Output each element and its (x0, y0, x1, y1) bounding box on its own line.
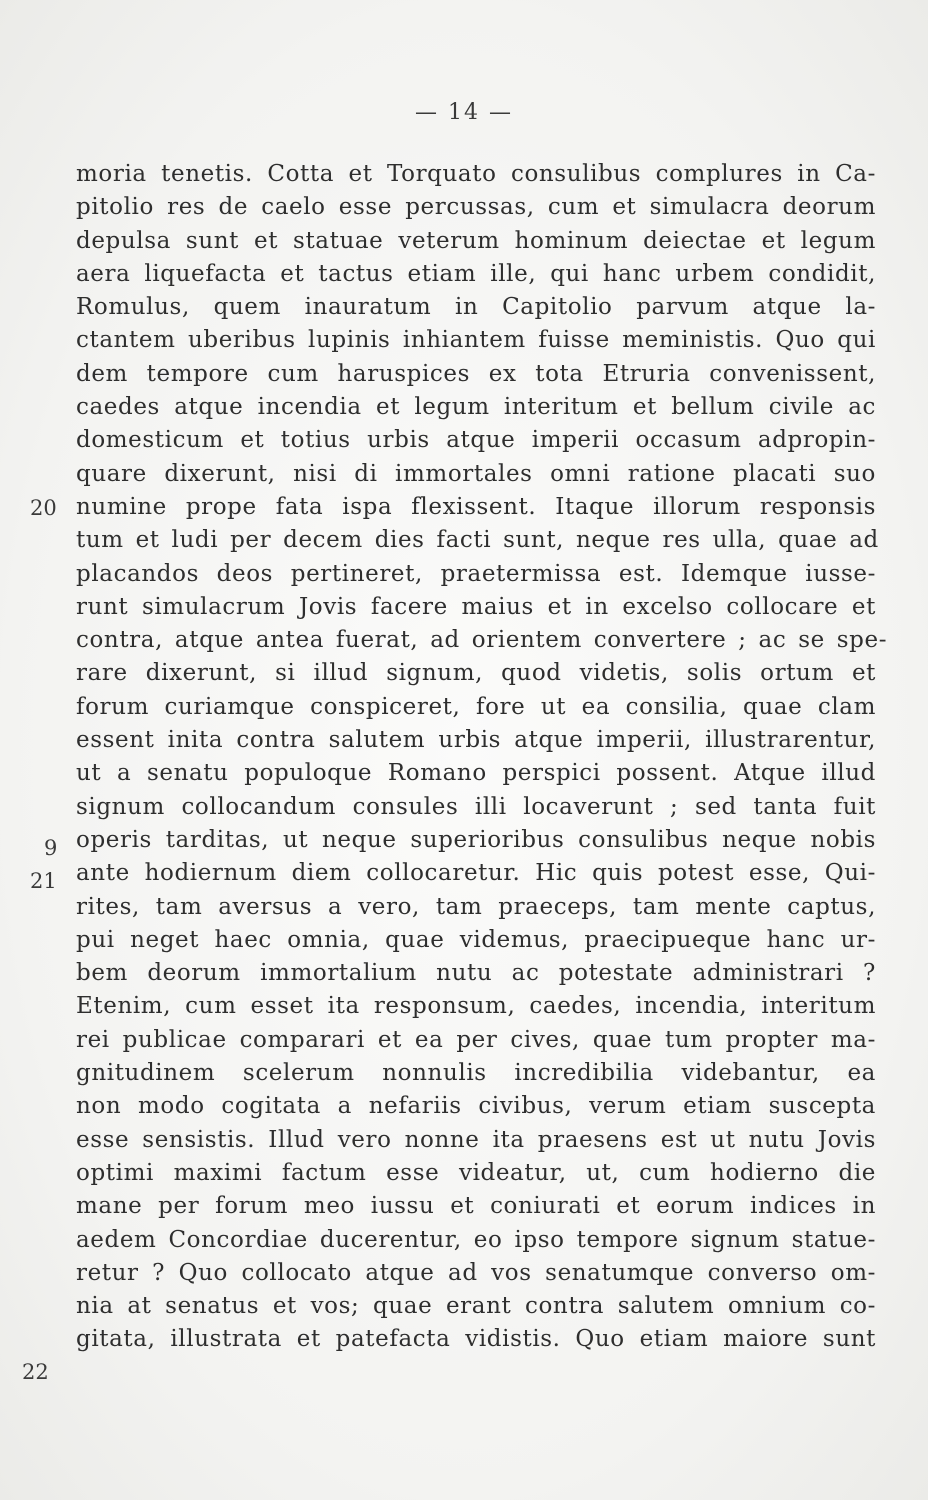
text-line: optimi maximi factum esse videatur, ut, cum hodierno die (76, 1159, 876, 1186)
text-line: Etenim, cum esset ita responsum, caedes, incendia, interitum (76, 993, 876, 1020)
text-line: tum et ludi per decem dies facti sunt, neque res ulla, quae ad (76, 527, 879, 554)
text-line: esse sensistis. Illud vero nonne ita praesens est ut nutu Jovis (76, 1126, 876, 1153)
text-line: quare dixerunt, nisi di immortales omni ratione placati suo (76, 460, 876, 487)
text-line: rites, tam aversus a vero, tam praeceps, tam mente captus, (76, 893, 876, 920)
text-line: essent inita contra salutem urbis atque imperii, illustrarentur, (76, 727, 876, 754)
text-line: operis tarditas, ut neque superioribus consulibus neque nobis (76, 826, 876, 853)
text-line: rare dixerunt, si illud signum, quod videtis, solis ortum et (76, 660, 876, 687)
page-number: — 14 — (415, 100, 513, 125)
text-line: moria tenetis. Cotta et Torquato consulibus complures in Ca- (76, 161, 876, 187)
text-line: aera liquefacta et tactus etiam ille, qui hanc urbem condidit, (76, 260, 876, 287)
text-line: retur ? Quo collocato atque ad vos senatumque converso om- (76, 1259, 876, 1286)
text-line: forum curiamque conspiceret, fore ut ea consilia, quae clam (76, 693, 876, 720)
text-line: gitata, illustrata et patefacta vidistis. Quo etiam maiore sunt (76, 1326, 876, 1353)
text-line: pui neget haec omnia, quae videmus, praecipueque hanc ur- (76, 926, 876, 953)
text-line: ante hodiernum diem collocaretur. Hic quis potest esse, Qui- (76, 860, 876, 887)
text-line: mane per forum meo iussu et coniurati et eorum indices in (76, 1193, 876, 1220)
text-line: caedes atque incendia et legum interitum et bellum civile ac (76, 394, 876, 421)
text-line: dem tempore cum haruspices ex tota Etruria convenissent, (76, 360, 876, 387)
margin-note-21: 21 (30, 869, 57, 893)
body-text (76, 158, 888, 1357)
text-line: placandos deos pertineret, praetermissa est. Idemque iusse- (76, 560, 876, 587)
text-line: numine prope fata ispa flexissent. Itaque illorum responsis (76, 493, 876, 520)
margin-note-9: 9 (44, 836, 58, 860)
text-line: contra, atque antea fuerat, ad orientem convertere ; ac se spe- (76, 627, 888, 654)
text-line: ctantem uberibus lupinis inhiantem fuisse meministis. Quo qui (76, 327, 876, 354)
text-line: nia at senatus et vos; quae erant contra salutem omnium co- (76, 1293, 876, 1320)
text-line: runt simulacrum Jovis facere maius et in excelso collocare et (76, 593, 876, 620)
text-line: gnitudinem scelerum nonnulis incredibilia videbantur, ea (76, 1060, 876, 1087)
text-line: bem deorum immortalium nutu ac potestate administrari ? (76, 960, 876, 987)
text-line: Romulus, quem inauratum in Capitolio parvum atque la- (76, 294, 876, 321)
text-line: non modo cogitata a nefariis civibus, verum etiam suscepta (76, 1093, 876, 1120)
text-line: ut a senatu populoque Romano perspici possent. Atque illud (76, 760, 876, 787)
margin-note-22: 22 (22, 1360, 49, 1384)
text-line: signum collocandum consules illi locaverunt ; sed tanta fuit (76, 793, 876, 820)
text-line: depulsa sunt et statuae veterum hominum deiectae et legum (76, 227, 876, 254)
text-line: rei publicae comparari et ea per cives, quae tum propter ma- (76, 1026, 876, 1053)
margin-note-20: 20 (30, 496, 57, 520)
text-line: domesticum et totius urbis atque imperii occasum adpropin- (76, 427, 876, 454)
text-line: pitolio res de caelo esse percussas, cum et simulacra deorum (76, 194, 876, 221)
text-line: aedem Concordiae ducerentur, eo ipso tempore signum statue- (76, 1226, 876, 1253)
